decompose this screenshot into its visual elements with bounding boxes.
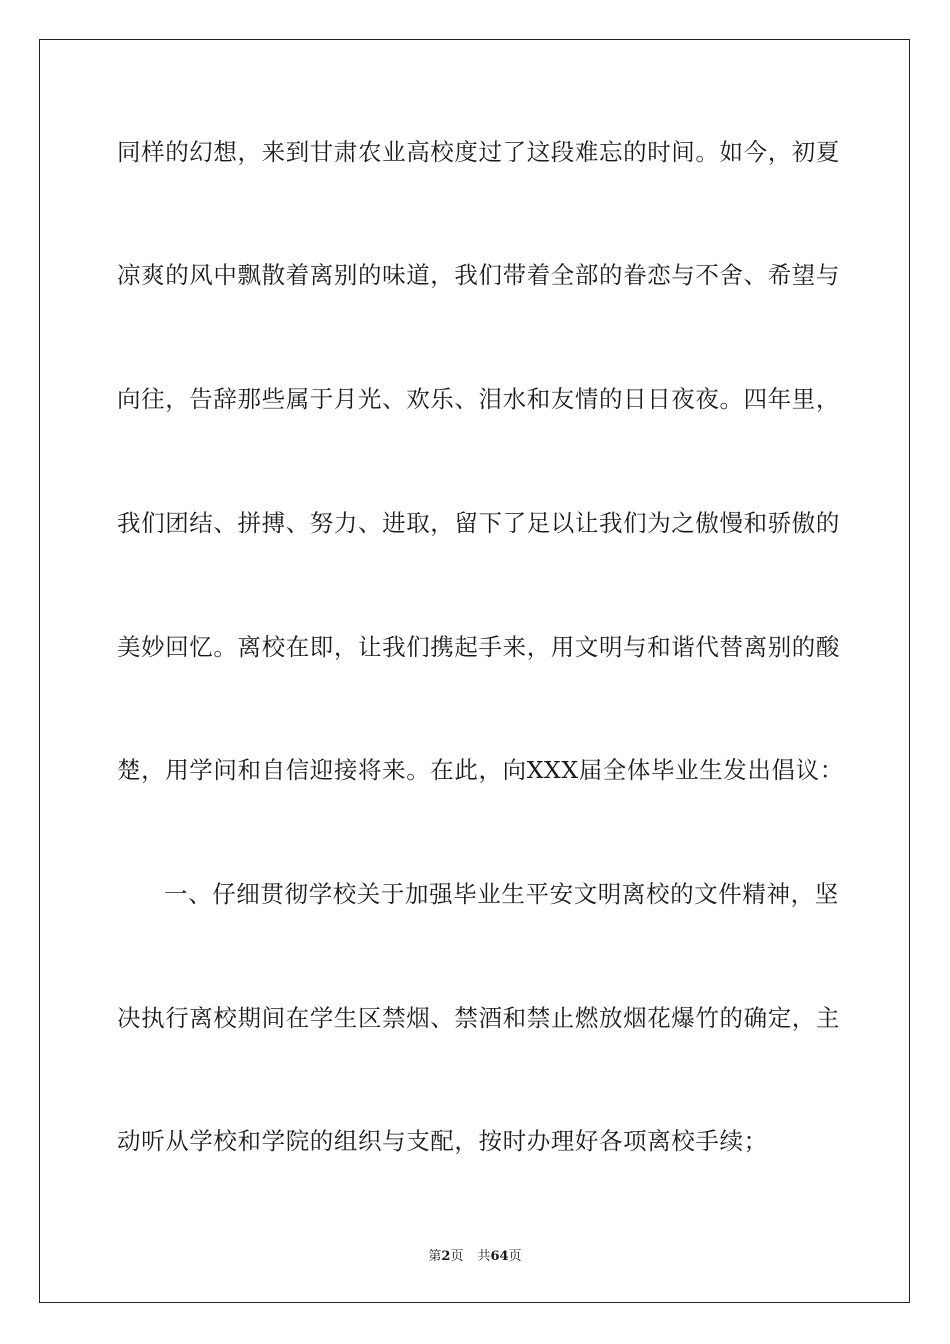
footer-total-pages: 64 bbox=[490, 1249, 509, 1264]
body-line-3: 向往，告辞那些属于月光、欢乐、泪水和友情的日日夜夜。四年里， bbox=[117, 385, 840, 413]
footer-page-number: 2 bbox=[441, 1249, 451, 1264]
body-line-5: 美妙回忆。离校在即，让我们携起手来，用文明与和谐代替离别的酸 bbox=[117, 633, 840, 661]
body-line-6: 楚，用学问和自信迎接将来。在此，向XXX届全体毕业生发出倡议： bbox=[117, 756, 844, 784]
body-line-2: 凉爽的风中飘散着离别的味道，我们带着全部的眷恋与不舍、希望与 bbox=[117, 261, 840, 289]
page-border bbox=[39, 39, 910, 1303]
footer-page-suffix: 页 bbox=[450, 1249, 464, 1264]
footer-total-suffix: 页 bbox=[508, 1249, 522, 1264]
body-line-1: 同样的幻想，来到甘肃农业高校度过了这段难忘的时间。如今，初夏 bbox=[117, 138, 840, 166]
footer-page-prefix: 第 bbox=[428, 1249, 442, 1264]
body-line-7-indented: 一、仔细贯彻学校关于加强毕业生平安文明离校的文件精神，坚 bbox=[164, 880, 839, 908]
body-line-9: 动听从学校和学院的组织与支配，按时办理好各项离校手续； bbox=[117, 1127, 768, 1155]
body-line-4: 我们团结、拼搏、努力、进取，留下了足以让我们为之傲慢和骄傲的 bbox=[117, 509, 840, 537]
footer-total-prefix: 共 bbox=[477, 1249, 491, 1264]
page-footer bbox=[0, 1248, 950, 1266]
body-line-8: 决执行离校期间在学生区禁烟、禁酒和禁止燃放烟花爆竹的确定，主 bbox=[117, 1004, 840, 1032]
